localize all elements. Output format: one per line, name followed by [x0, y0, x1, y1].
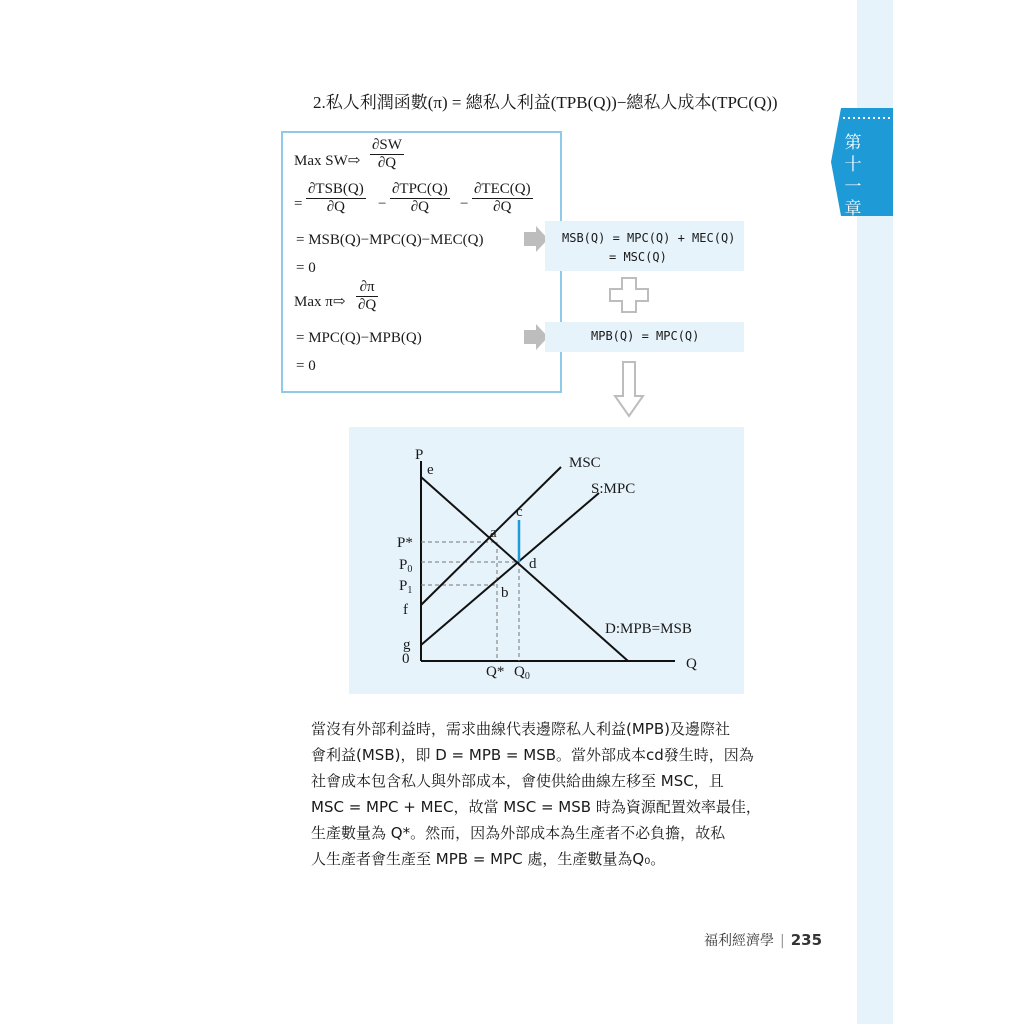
point-c-label: c [516, 504, 523, 520]
fraction-pi-num: ∂π [359, 279, 375, 295]
paragraph-line-3: 社會成本包含私人與外部成本，會使供給曲線左移至 MSC，且 [311, 772, 724, 790]
fraction-tpc-num: ∂TPC(Q) [392, 181, 448, 197]
line-mpc-mpb: = MPC(Q)−MPB(Q) [296, 330, 422, 346]
point-b-label: b [501, 585, 509, 601]
fraction-tsb [306, 181, 366, 216]
derivation-box [281, 131, 562, 393]
point-e-label: e [427, 462, 434, 478]
p1-label: $P_1$ [399, 578, 413, 596]
line-zero-2: = 0 [296, 358, 316, 374]
paragraph-line-1: 當沒有外部利益時，需求曲線代表邊際私人利益(MPB)及邊際社 [311, 720, 730, 738]
fraction-pi-den: ∂Q [358, 297, 377, 313]
fraction-sw-den: ∂Q [370, 154, 404, 172]
fraction-tsb-num: ∂TSB(Q) [308, 181, 364, 197]
q0-label: $Q_0$ [514, 664, 530, 682]
result-mpb-equation: MPB(Q) = MPC(Q) [591, 329, 700, 343]
result-msb-equation: MSB(Q) = MPC(Q) + MEC(Q) [562, 231, 736, 245]
minus-sign-1: − [378, 196, 387, 212]
smpc-curve [421, 493, 599, 645]
origin-label: 0 [402, 651, 410, 667]
page-footer [704, 930, 822, 950]
fraction-sw-num: ∂SW [372, 137, 402, 153]
fraction-tpc [390, 181, 450, 216]
fraction-tec-den: ∂Q [472, 198, 533, 216]
paragraph-line-4: MSC = MPC + MEC，故當 MSC = MSB 時為資源配置效率最佳， [311, 798, 761, 816]
fraction-tpc-den: ∂Q [390, 198, 450, 216]
fraction-tec-num: ∂TEC(Q) [474, 181, 531, 197]
qstar-label: Q* [486, 664, 505, 680]
smpc-label: S:MPC [591, 481, 636, 497]
section-heading: 2.私人利潤函數(π) = 總私人利益(TPB(Q))−總私人成本(TPC(Q)) [313, 93, 778, 112]
equals-sign: = [294, 196, 303, 212]
chapter-label: 第十一章 [844, 133, 862, 219]
footer-title: 福利經濟學 [704, 933, 774, 949]
fraction-tsb-den: ∂Q [306, 198, 366, 216]
x-axis-label: Q [686, 656, 697, 672]
p0-label: $P_0$ [399, 557, 413, 575]
minus-sign-2: − [460, 196, 469, 212]
max-pi-label: Max π⇨ [294, 294, 346, 310]
line-zero-1: = 0 [296, 260, 316, 276]
point-f-label: f [403, 602, 408, 618]
line-msb-mpc-mec: = MSB(Q)−MPC(Q)−MEC(Q) [296, 232, 484, 248]
pstar-label: P* [397, 535, 413, 551]
plus-icon [608, 276, 650, 314]
page-number: 235 [790, 931, 823, 949]
fraction-tec [472, 181, 533, 216]
y-axis-label: P [415, 447, 424, 463]
fraction-pi [356, 279, 378, 314]
point-g-label: g [403, 637, 411, 653]
footer-separator: | [780, 933, 785, 949]
paragraph-line-6: 人生產者會生產至 MPB = MPC 處，生產數量為Q₀。 [311, 850, 666, 868]
point-d-label: d [529, 556, 537, 572]
supply-demand-graph [349, 427, 744, 694]
msc-label: MSC [569, 455, 601, 471]
max-sw-label: Max SW⇨ [294, 153, 361, 169]
point-a-label: a [490, 525, 497, 541]
result-msc-equation: = MSC(Q) [609, 250, 667, 264]
demand-curve [421, 477, 628, 661]
paragraph-line-2: 會利益(MSB)，即 D = MPB = MSB。當外部成本cd發生時，因為 [311, 746, 754, 764]
demand-label: D:MPB=MSB [605, 621, 692, 637]
fraction-sw [370, 137, 404, 172]
down-arrow-icon [613, 360, 645, 418]
paragraph-line-5: 生產數量為 Q*。然而，因為外部成本為生產者不必負擔，故私 [311, 824, 726, 842]
